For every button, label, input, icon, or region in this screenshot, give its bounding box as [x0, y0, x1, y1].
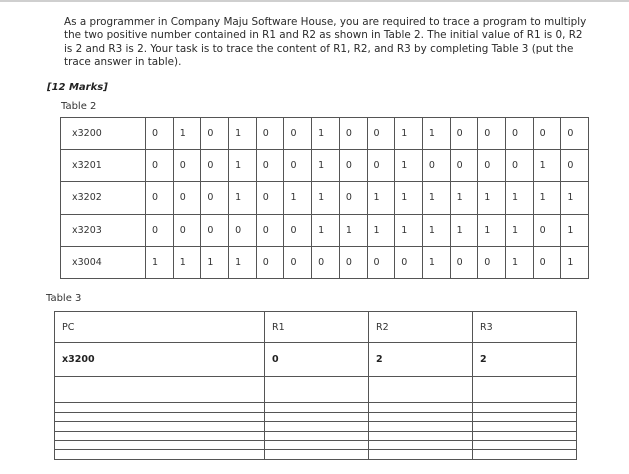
address-cell: x3203: [61, 214, 146, 246]
bit-cell: 1: [229, 118, 257, 150]
trace-row-blank: [55, 431, 577, 440]
blank-cell[interactable]: [473, 412, 577, 421]
address-cell: x3202: [61, 182, 146, 214]
bit-cell: 1: [422, 182, 450, 214]
blank-cell[interactable]: [55, 422, 265, 431]
trace-row-blank: [55, 412, 577, 421]
bit-cell: 0: [284, 246, 312, 278]
bit-cell: 0: [561, 118, 589, 150]
blank-cell[interactable]: [265, 412, 369, 421]
bit-cell: 0: [201, 118, 229, 150]
bit-cell: 1: [533, 182, 561, 214]
bit-cell: 1: [395, 214, 423, 246]
bit-cell: 0: [422, 150, 450, 182]
trace-row-initial: [55, 343, 577, 377]
blank-cell[interactable]: [473, 441, 577, 450]
bit-cell: 0: [173, 214, 201, 246]
top-divider: [0, 0, 629, 2]
blank-cell[interactable]: [369, 441, 473, 450]
bit-cell: 0: [256, 182, 284, 214]
bit-cell: 0: [533, 118, 561, 150]
bit-cell: 0: [339, 118, 367, 150]
blank-cell[interactable]: [265, 441, 369, 450]
bit-cell: 0: [256, 214, 284, 246]
bit-cell: 1: [173, 118, 201, 150]
blank-cell[interactable]: [473, 422, 577, 431]
bit-cell: 1: [229, 150, 257, 182]
bit-cell: 1: [201, 246, 229, 278]
trace-row-blank: [55, 422, 577, 431]
blank-cell[interactable]: [265, 377, 369, 403]
blank-cell[interactable]: [473, 431, 577, 440]
bit-cell: 1: [422, 214, 450, 246]
bit-cell: 0: [533, 246, 561, 278]
blank-cell[interactable]: [55, 403, 265, 412]
trace-row-blank: [55, 441, 577, 450]
bit-cell: 1: [173, 246, 201, 278]
bit-cell: 1: [395, 182, 423, 214]
blank-cell[interactable]: [55, 377, 265, 403]
bit-cell: 1: [478, 182, 506, 214]
bit-cell: 1: [395, 150, 423, 182]
trace-row-blank: [55, 403, 577, 412]
trace-r3-cell: 2: [473, 343, 577, 377]
bit-cell: 0: [533, 214, 561, 246]
trace-row-blank: [55, 450, 577, 460]
bit-cell: 1: [505, 214, 533, 246]
blank-cell[interactable]: [55, 441, 265, 450]
instruction-row: [61, 118, 589, 150]
bit-cell: 1: [450, 214, 478, 246]
bit-cell: 0: [284, 118, 312, 150]
bit-cell: 0: [505, 150, 533, 182]
blank-cell[interactable]: [55, 412, 265, 421]
bit-cell: 1: [146, 246, 174, 278]
bit-cell: 1: [395, 118, 423, 150]
blank-cell[interactable]: [369, 403, 473, 412]
blank-cell[interactable]: [369, 412, 473, 421]
marks-label: [12 Marks]: [47, 82, 108, 93]
bit-cell: 0: [367, 150, 395, 182]
bit-cell: 1: [284, 182, 312, 214]
bit-cell: 0: [450, 118, 478, 150]
bit-cell: 0: [173, 150, 201, 182]
bit-cell: 0: [201, 150, 229, 182]
address-cell: x3200: [61, 118, 146, 150]
bit-cell: 1: [478, 214, 506, 246]
bit-cell: 1: [505, 182, 533, 214]
bit-cell: 1: [367, 214, 395, 246]
bit-cell: 0: [339, 182, 367, 214]
header-r1: R1: [265, 312, 369, 343]
bit-cell: 0: [146, 150, 174, 182]
bit-cell: 0: [229, 214, 257, 246]
blank-cell[interactable]: [265, 431, 369, 440]
trace-r2-cell: 2: [369, 343, 473, 377]
question-paragraph: As a programmer in Company Maju Software House, you are required to trace a program to multiply the two positive number contained in R1 and R2 as shown in Table 2. The initial value of R1 is 0, R2 is 2 and R3 is 2. Your task is to trace the content of R1, R2, and R3 by completing Table 3 (put the trace answer in table).: [64, 16, 587, 69]
bit-cell: 1: [505, 246, 533, 278]
bit-cell: 0: [146, 214, 174, 246]
bit-cell: 0: [284, 214, 312, 246]
address-cell: x3201: [61, 150, 146, 182]
bit-cell: 1: [561, 182, 589, 214]
bit-cell: 0: [339, 150, 367, 182]
bit-cell: 0: [284, 150, 312, 182]
header-r2: R2: [369, 312, 473, 343]
bit-cell: 0: [561, 150, 589, 182]
bit-cell: 0: [478, 246, 506, 278]
bit-cell: 0: [256, 246, 284, 278]
bit-cell: 1: [533, 150, 561, 182]
bit-cell: 1: [312, 214, 340, 246]
bit-cell: 1: [229, 182, 257, 214]
trace-pc-cell: x3200: [55, 343, 265, 377]
bit-cell: 1: [561, 246, 589, 278]
bit-cell: 0: [146, 182, 174, 214]
bit-cell: 0: [478, 118, 506, 150]
bit-cell: 1: [312, 182, 340, 214]
bit-cell: 0: [450, 246, 478, 278]
bit-cell: 0: [339, 246, 367, 278]
bit-cell: 0: [367, 118, 395, 150]
header-pc: PC: [55, 312, 265, 343]
address-cell: x3004: [61, 246, 146, 278]
table2-caption: Table 2: [61, 101, 97, 112]
bit-cell: 1: [561, 214, 589, 246]
blank-cell[interactable]: [369, 431, 473, 440]
bit-cell: 1: [229, 246, 257, 278]
bit-cell: 0: [201, 182, 229, 214]
bit-cell: 1: [312, 150, 340, 182]
bit-cell: 0: [395, 246, 423, 278]
bit-cell: 1: [422, 118, 450, 150]
blank-cell[interactable]: [369, 422, 473, 431]
table3-header-row: [55, 312, 577, 343]
bit-cell: 0: [256, 118, 284, 150]
instruction-row: [61, 246, 589, 278]
trace-row-blank: [55, 377, 577, 403]
trace-r1-cell: 0: [265, 343, 369, 377]
table3-caption: Table 3: [46, 293, 82, 304]
blank-cell[interactable]: [369, 377, 473, 403]
bit-cell: 1: [367, 182, 395, 214]
blank-cell[interactable]: [265, 422, 369, 431]
bit-cell: 1: [422, 246, 450, 278]
bit-cell: 0: [201, 214, 229, 246]
bit-cell: 0: [173, 182, 201, 214]
blank-cell[interactable]: [369, 450, 473, 460]
instruction-row: [61, 214, 589, 246]
bit-cell: 0: [478, 150, 506, 182]
bit-cell: 0: [450, 150, 478, 182]
blank-cell[interactable]: [265, 403, 369, 412]
table3-trace-table: [54, 311, 577, 460]
table2-instruction-memory: [60, 117, 589, 279]
bit-cell: 0: [505, 118, 533, 150]
bit-cell: 1: [312, 118, 340, 150]
blank-cell[interactable]: [265, 450, 369, 460]
bit-cell: 0: [146, 118, 174, 150]
blank-cell[interactable]: [473, 403, 577, 412]
instruction-row: [61, 182, 589, 214]
bit-cell: 1: [339, 214, 367, 246]
blank-cell[interactable]: [55, 450, 265, 460]
bit-cell: 0: [256, 150, 284, 182]
bit-cell: 0: [367, 246, 395, 278]
instruction-row: [61, 150, 589, 182]
blank-cell[interactable]: [473, 450, 577, 460]
blank-cell[interactable]: [473, 377, 577, 403]
bit-cell: 1: [450, 182, 478, 214]
bit-cell: 0: [312, 246, 340, 278]
blank-cell[interactable]: [55, 431, 265, 440]
header-r3: R3: [473, 312, 577, 343]
